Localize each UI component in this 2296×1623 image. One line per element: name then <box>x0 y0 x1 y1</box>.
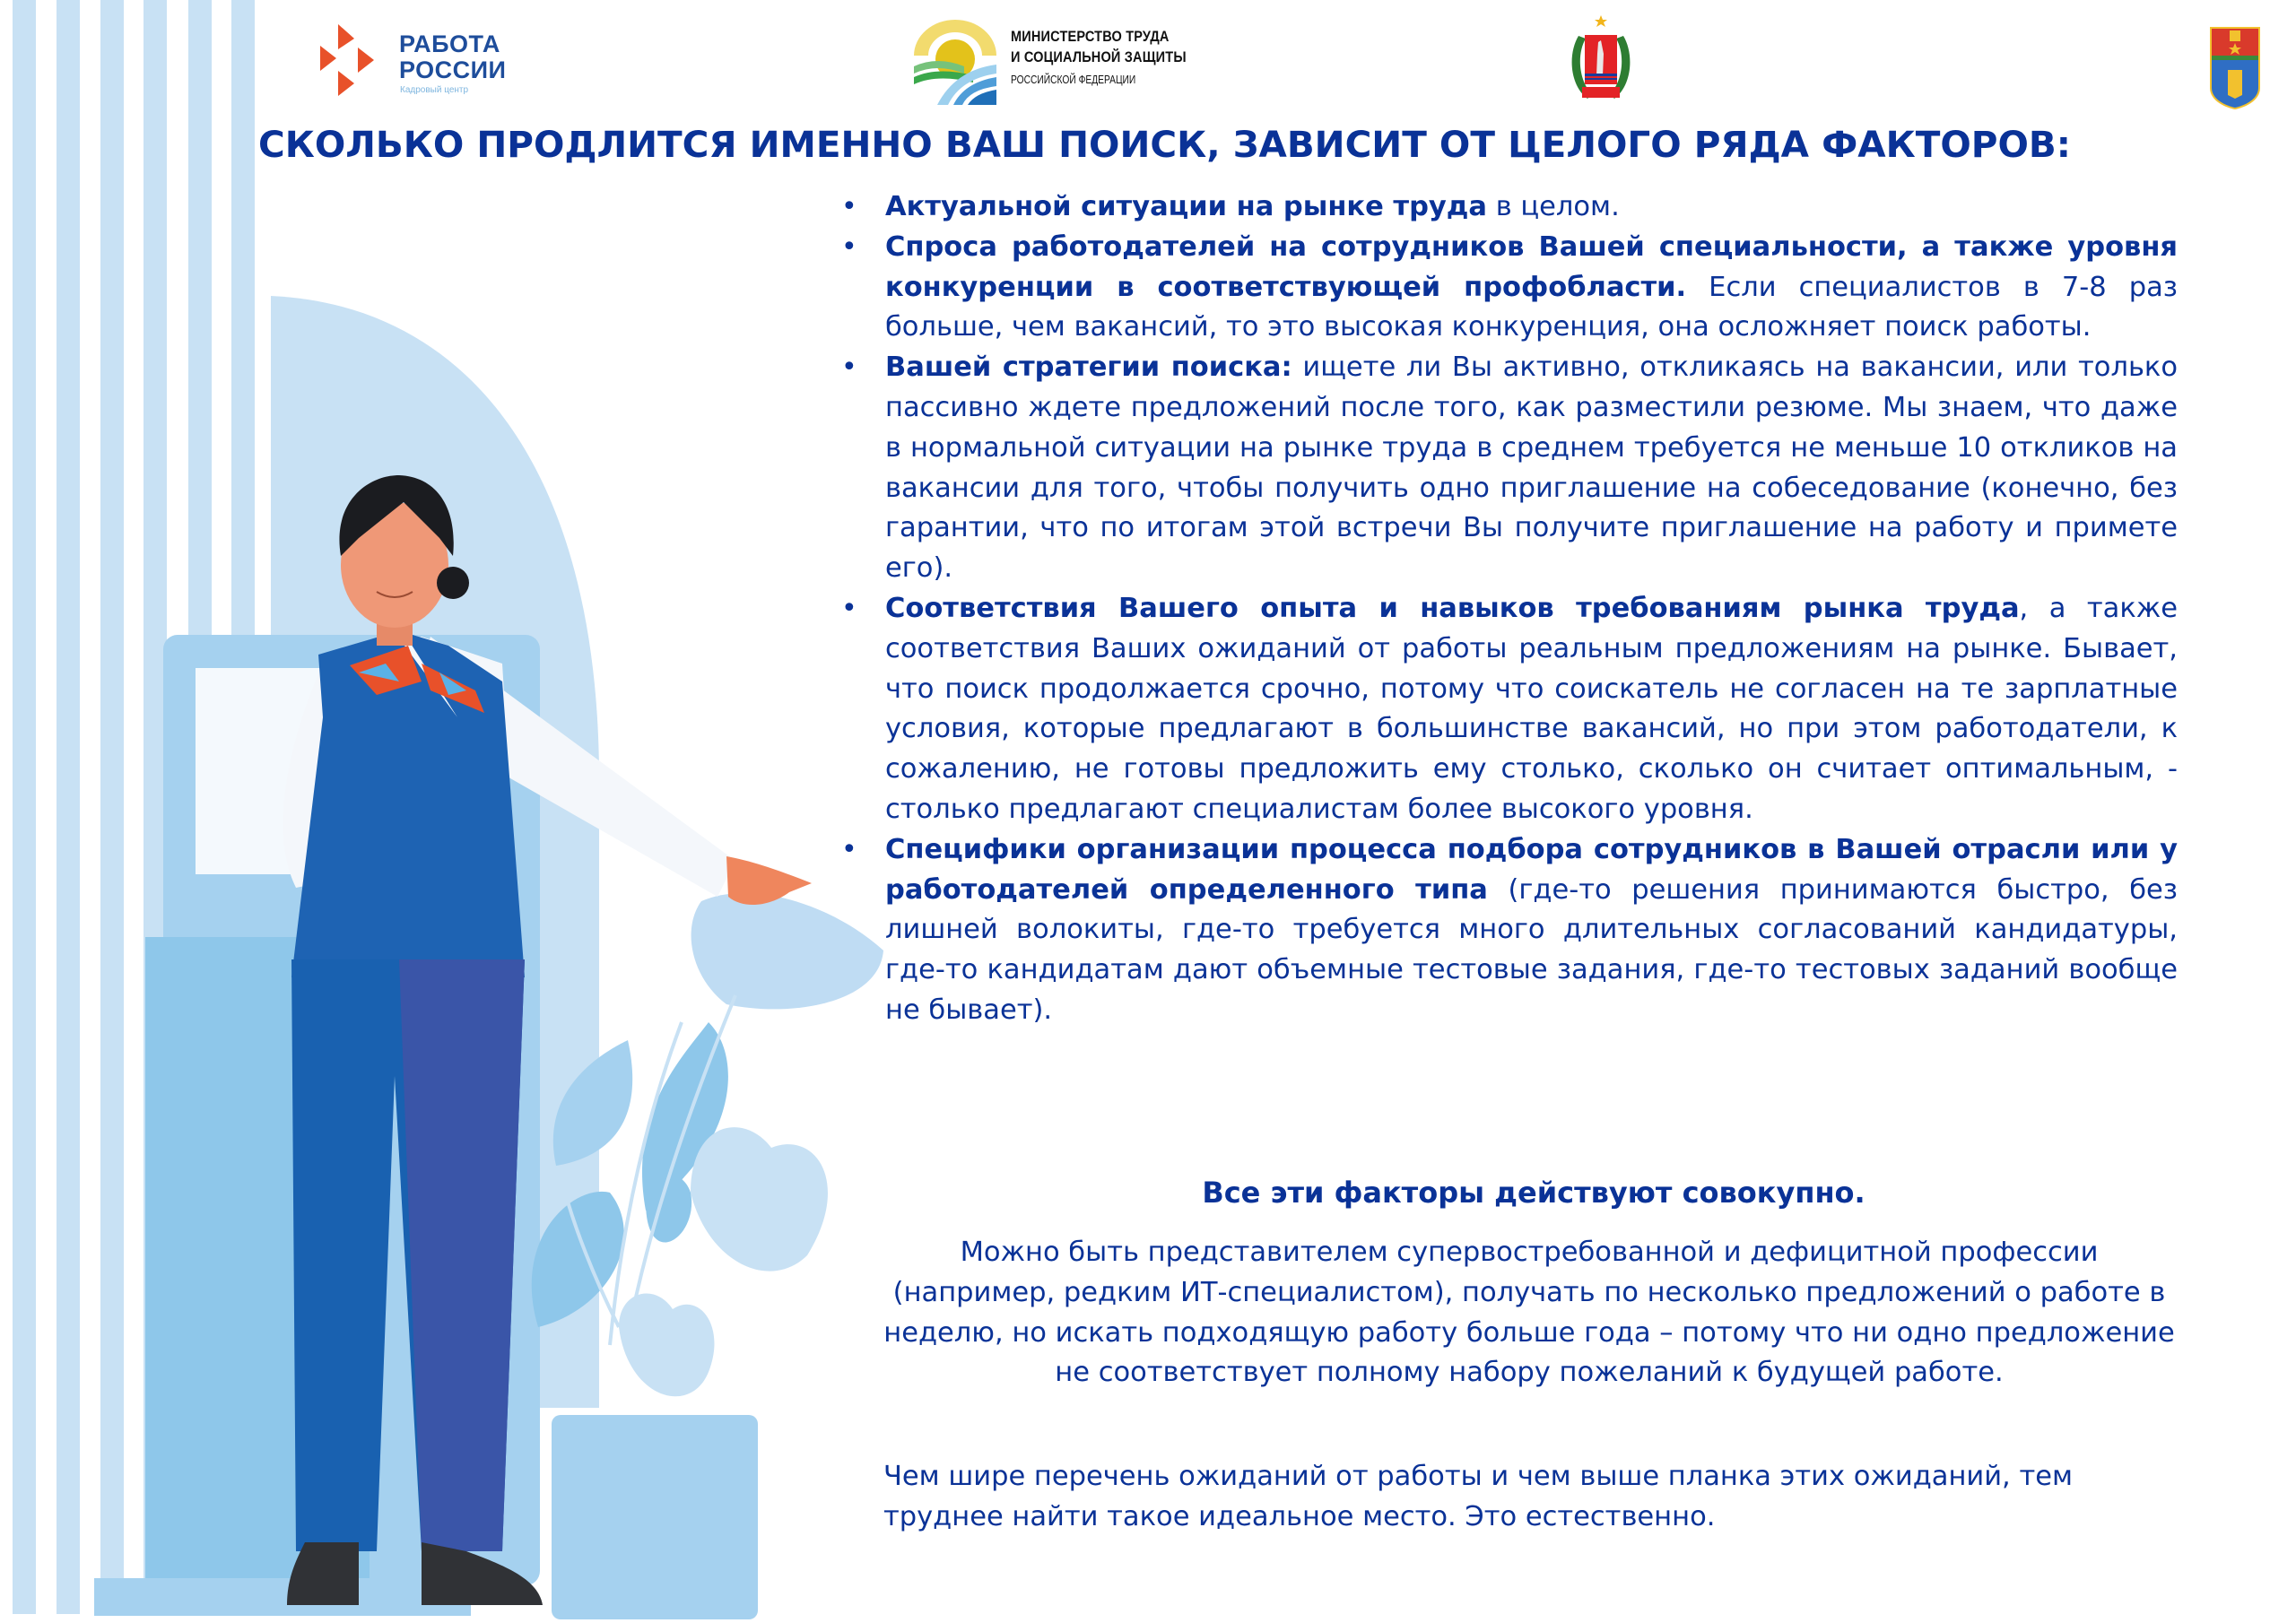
illustration-woman-employee <box>0 0 897 1623</box>
plant-pot <box>552 1415 758 1619</box>
rabota-rossii-subtitle: Кадровый центр <box>400 85 469 95</box>
factor-text: в целом. <box>1487 191 1620 222</box>
bullet-icon: • <box>841 352 857 384</box>
bullet-icon: • <box>841 230 857 263</box>
rabota-rossii-arrows-icon <box>318 22 395 99</box>
factor-bold: Соответствия Вашего опыта и навыков требованиям рынка труда <box>885 592 2020 624</box>
city-coat-of-arms-icon <box>2208 25 2262 110</box>
rabota-line2: РОССИИ <box>399 56 507 83</box>
page-title: СКОЛЬКО ПРОДЛИТСЯ ИМЕННО ВАШ ПОИСК, ЗАВИСИТ ОТ ЦЕЛОГО РЯДА ФАКТОРОВ: <box>258 123 2071 166</box>
summary-paragraph-2: Чем шире перечень ожиданий от работы и чем выше планка этих ожиданий, тем труднее найти такое идеальное место. Это естественно. <box>883 1461 2073 1532</box>
bullet-icon: • <box>841 592 857 624</box>
bullet-icon: • <box>841 833 857 865</box>
logo-mintrud <box>910 20 1233 105</box>
summary-paragraph-1: Можно быть представителем супервостребованной и дефицитной профессии (например, редким ИТ-специалистом), получать по несколько предложений о работе в неделю, но искать подходящую работу больше года – потому что ни одно предложение не соответствует полному набору пожеланий к будущей работе. <box>883 1237 2175 1389</box>
rabota-rossii-name <box>399 31 506 83</box>
factor-item <box>841 187 2178 228</box>
factor-item <box>841 228 2178 348</box>
mintrud-line1: МИНИСТЕРСТВО ТРУДА <box>1011 29 1170 45</box>
mintrud-line2: И СОЦИАЛЬНОЙ ЗАЩИТЫ <box>1011 49 1187 65</box>
mintrud-line3: РОССИЙСКОЙ ФЕДЕРАЦИИ <box>1011 74 1136 86</box>
region-coat-of-arms-icon <box>1570 13 1632 108</box>
factor-text: (где-то решения принимаются быстро, без лишней волокиты, где-то требуется много длительных согласований кандидатуры, где-то кандидатам дают объемные тестовые задания, где-то тестовых заданий вообще не бывает). <box>885 873 2178 1026</box>
factor-bold: Спроса работодателей на сотрудников Вашей специальности, а также уровня конкуренции в соответствующей профобласти. <box>885 230 2178 303</box>
factor-bold: Вашей стратегии поиска: <box>885 352 1292 384</box>
rabota-line1: РАБОТА <box>399 30 500 57</box>
factors-list <box>841 187 2178 1031</box>
factor-text: Если специалистов в 7-8 раз больше, чем вакансий, то это высокая конкуренция, она осложняет поиск работы. <box>885 271 2178 343</box>
factor-bold: Специфики организации процесса подбора сотрудников в Вашей отрасли или у работодателей определенного типа <box>885 833 2178 906</box>
factor-text: ищете ли Вы активно, откликаясь на вакансии, или только пассивно ждете предложений после того, как разместили резюме. Мы знаем, что даже в нормальной ситуации на рынке труда в среднем требуется не меньше 10 откликов на вакансии для того, чтобы получить одно приглашение на собеседование (конечно, без гарантии, что по итогам этой встречи Вы получите приглашение на работу и примете его). <box>885 352 2179 585</box>
bullet-icon: • <box>841 191 857 222</box>
factor-item <box>841 830 2178 1031</box>
logo-rabota-rossii <box>318 22 516 99</box>
factor-item <box>841 348 2178 589</box>
mintrud-sun-icon <box>910 20 1000 105</box>
factor-text: , а также соответствия Ваших ожиданий от работы реальным предложениям на рынке. Бывает, что поиск продолжается срочно, потому что соискатель не согласен на те зарплатные условия, которые предлагают в большинстве вакансий, но при этом работодатели, к сожалению, не готовы предложить ему столько, сколько он считает оптимальным, - столько предлагают специалистам более высокого уровня. <box>885 592 2178 825</box>
summary-heading: Все эти факторы действуют совокупно. <box>1202 1176 1866 1210</box>
factor-item <box>841 589 2178 830</box>
factor-bold: Актуальной ситуации на рынке труда <box>885 191 1488 222</box>
